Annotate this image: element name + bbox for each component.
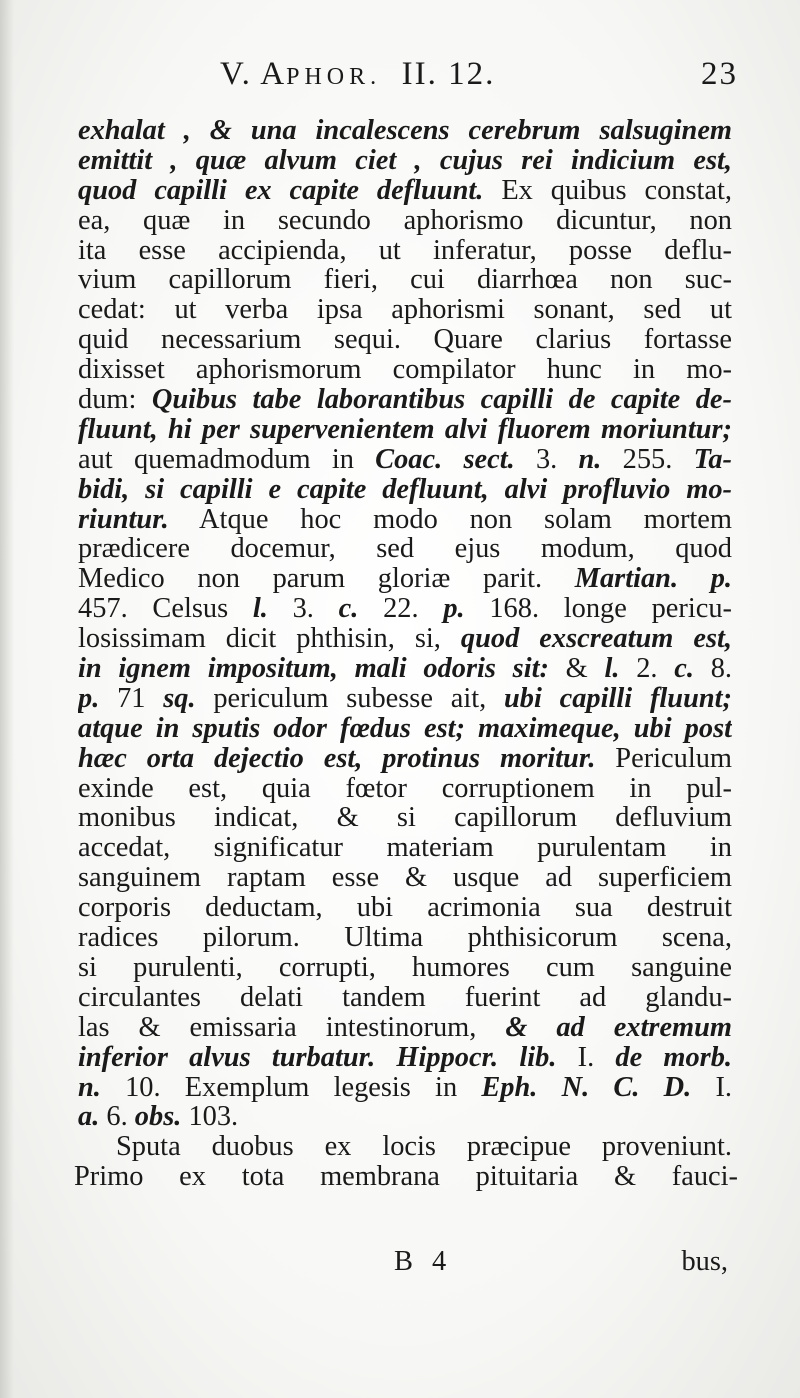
italic-span: & [209,116,232,146]
italic-span: emittit , quæ alvum ciet , cujus rei indicium est, [78,145,732,176]
text-line [78,983,732,1013]
roman-span: sanguinem raptam esse & usque ad superficiem [78,863,732,894]
text-line [78,1102,732,1132]
roman-span: I. [556,1042,616,1073]
italic-span: l. [604,654,620,684]
italic-span: c. [674,654,694,684]
roman-span: losissimam dicit phthisin, si, [78,624,461,655]
catchword: bus, [681,1246,728,1277]
italic-span: ubi capilli fluunt; [503,683,732,714]
italic-span: obs. [134,1102,182,1133]
title-initial: V. A [220,56,287,92]
text-line [78,116,732,146]
text-line [78,295,732,325]
text-line [78,654,732,684]
italic-span: fluunt, hi per supervenientem alvi fluorem moriuntur; [78,414,732,445]
title-rest: PHOR. [286,64,382,90]
italic-span: una incalescens cerebrum salsuginem [231,116,732,146]
text-line [78,953,732,983]
text-line [78,206,732,236]
roman-span: 71 [99,683,164,714]
roman-span: accedat, significatur materiam purulentam in [78,833,732,864]
text-line [78,774,732,804]
text-line [78,325,732,355]
italic-span: Martian. p. [574,564,732,595]
italic-span: a. [78,1102,100,1133]
italic-span: n. [78,1072,101,1103]
roman-span: dixisset aphorismorum compilator hunc in mo- [78,355,732,386]
text-line [78,475,732,505]
page-number: 23 [701,56,738,92]
text-line [78,534,732,564]
roman-span: ea, quæ in secundo aphorismo dicuntur, non [78,205,732,236]
running-title [220,56,495,93]
italic-span: Eph. N. C. D. [481,1072,692,1103]
text-line [78,863,732,893]
running-header [78,56,738,100]
aphorism-ref: II. 12. [401,56,496,92]
roman-span: 103. [181,1102,239,1133]
roman-span: 457. Celsus [78,594,253,625]
text-line [78,923,732,953]
roman-span: 6. [99,1102,135,1133]
text-line [74,1162,738,1192]
text-line [78,1132,732,1162]
roman-span: Primo ex tota membrana pituitaria & fauci- [74,1162,738,1193]
text-line [78,564,732,594]
text-line [78,1043,732,1073]
text-line [78,415,732,445]
text-line [78,505,732,535]
roman-span: 2. [619,654,675,684]
roman-span: quid necessarium sequi. Quare clarius fortasse [78,325,732,356]
italic-span: quod exscreatum est, [460,624,732,655]
roman-span: vium capillorum fieri, cui diarrhœa non suc- [78,265,732,296]
text-line [78,1073,732,1103]
italic-span: p. [78,683,100,714]
text-line [78,176,732,206]
roman-span: Atque hoc modo non solam mortem [168,504,732,535]
italic-span: Ta- [693,444,732,475]
text-line [78,355,732,385]
text-line [78,1013,732,1043]
roman-span: 22. [358,594,444,625]
roman-span: 168. longe pericu- [464,594,732,625]
text-line [78,594,732,624]
roman-span: 255. [601,444,694,475]
text-line [78,445,732,475]
page-footer [78,1246,728,1280]
italic-span: n. [578,444,602,475]
italic-span: atque in sputis odor fœdus est; maximeque, ubi post [78,713,732,744]
italic-span: & ad extremum [505,1012,732,1043]
roman-span: las & emissaria intestinorum, [78,1012,506,1043]
italic-span: de morb. [615,1042,732,1073]
text-line [78,265,732,295]
roman-span: monibus indicat, & si capillorum defluvium [78,803,732,834]
italic-span: Quibus tabe laborantibus capilli de capite de- [151,385,732,415]
italic-span: in ignem impositum, mali odoris sit: [78,654,549,684]
text-line [78,744,732,774]
text-line [78,385,732,415]
roman-span: aut quemadmodum in [78,444,376,475]
roman-span: circulantes delati tandem fuerint ad glandu- [78,982,732,1013]
italic-span: Coac. sect. [375,444,515,475]
roman-span: 8. [693,654,732,684]
roman-span: Ex quibus constat, [483,175,732,206]
roman-span: periculum subesse ait, [195,683,504,714]
roman-span: dum: [78,385,152,415]
roman-span: corporis deductam, ubi acrimonia sua destruit [78,893,732,924]
italic-span: c. [338,594,359,625]
text-line [78,146,732,176]
text-line [78,236,732,266]
text-line [78,893,732,923]
italic-span: bidi, si capilli e capite defluunt, alvi profluvio mo- [78,474,732,505]
italic-span: hæc orta dejectio est, protinus moritur. [78,743,596,774]
roman-span: 10. Exemplum legesis in [100,1072,482,1103]
roman-span: si purulenti, corrupti, humores cum sanguine [78,952,732,983]
text-line [78,714,732,744]
roman-span: Sputa duobus ex locis præcipue proveniunt. [116,1132,732,1163]
italic-span: p. [443,594,465,625]
italic-span: inferior alvus turbatur. Hippocr. lib. [78,1042,557,1073]
roman-span: I. [691,1072,732,1103]
page-gutter-shadow [0,0,14,1398]
roman-span: exinde est, quia fœtor corruptionem in pul- [78,773,732,804]
italic-span: l. [252,594,268,625]
text-line [78,803,732,833]
roman-span: 3. [514,444,579,475]
roman-span: ita esse accipienda, ut inferatur, posse deflu- [78,235,732,266]
italic-span: quod capilli ex capite defluunt. [78,175,484,206]
roman-span: 3. [267,594,339,625]
roman-span: cedat: ut verba ipsa aphorismi sonant, sed ut [78,295,732,326]
text-line [78,624,732,654]
body-text [74,116,738,1193]
text-line [78,684,732,714]
text-line [78,833,732,863]
roman-span: & [548,654,605,684]
italic-span: exhalat , [78,116,210,146]
roman-span: Periculum [595,743,732,774]
roman-span: radices pilorum. Ultima phthisicorum scena, [78,923,732,953]
italic-span: riuntur. [78,504,169,535]
italic-span: sq. [163,683,196,714]
roman-span: Medico non parum gloriæ parit. [78,564,575,595]
roman-span: prædicere docemur, sed ejus modum, quod [78,534,732,565]
signature-mark: B 4 [394,1246,453,1277]
